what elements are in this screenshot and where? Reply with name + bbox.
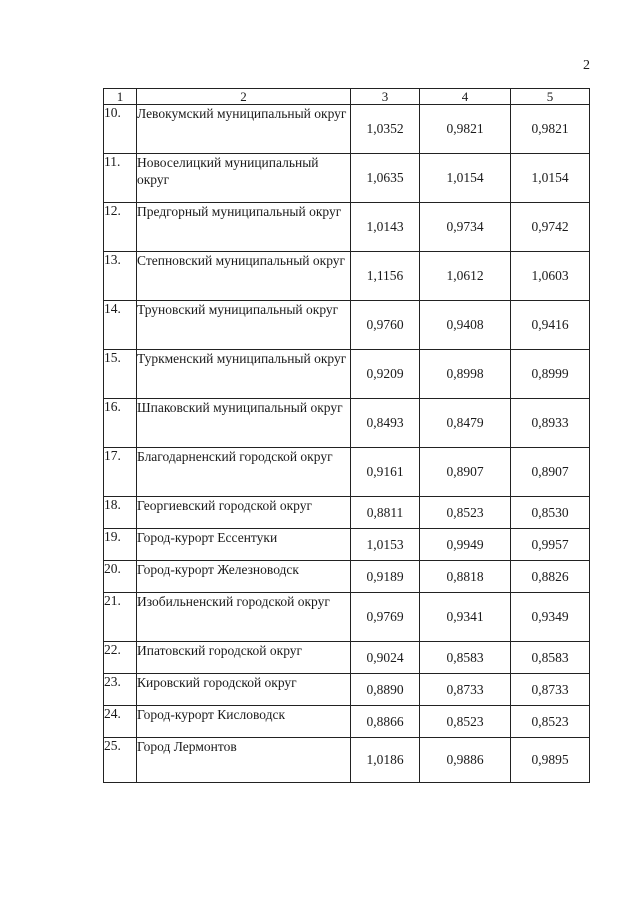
row-value-col5: 0,9742 [511,203,590,252]
row-value-col3: 1,0186 [351,738,420,783]
row-number: 18. [104,497,137,529]
row-name: Город-курорт Ессентуки [137,529,351,561]
row-number: 19. [104,529,137,561]
row-value-col3: 1,0635 [351,154,420,203]
table-row [104,674,590,706]
table-row [104,529,590,561]
header-col-4: 4 [420,89,511,105]
row-value-col5: 0,9895 [511,738,590,783]
page-number: 2 [583,58,590,73]
table-row [104,448,590,497]
table-row [104,154,590,203]
row-name: Левокумский муниципальный округ [137,105,351,154]
row-value-col5: 0,8523 [511,706,590,738]
row-value-col4: 0,8818 [420,561,511,593]
row-number: 17. [104,448,137,497]
row-value-col5: 0,9349 [511,593,590,642]
row-name: Новоселицкий муниципальный округ [137,154,351,203]
table-row [104,301,590,350]
row-value-col4: 0,8583 [420,642,511,674]
row-value-col3: 0,9760 [351,301,420,350]
table-row [104,642,590,674]
row-name: Степновский муниципальный округ [137,252,351,301]
row-value-col5: 0,9416 [511,301,590,350]
table-row [104,203,590,252]
row-name: Шпаковский муниципальный округ [137,399,351,448]
row-value-col5: 0,8583 [511,642,590,674]
row-value-col4: 0,9734 [420,203,511,252]
row-number: 22. [104,642,137,674]
row-name: Туркменский муниципальный округ [137,350,351,399]
data-table [103,88,590,783]
row-number: 12. [104,203,137,252]
row-value-col3: 0,9161 [351,448,420,497]
header-col-3: 3 [351,89,420,105]
row-number: 16. [104,399,137,448]
row-value-col4: 0,9821 [420,105,511,154]
row-value-col4: 0,8907 [420,448,511,497]
row-name: Георгиевский городской округ [137,497,351,529]
row-number: 21. [104,593,137,642]
header-col-2: 2 [137,89,351,105]
table-row [104,706,590,738]
row-value-col4: 0,9886 [420,738,511,783]
row-value-col5: 0,8907 [511,448,590,497]
row-number: 13. [104,252,137,301]
row-number: 24. [104,706,137,738]
row-name: Город Лермонтов [137,738,351,783]
row-name: Предгорный муниципальный округ [137,203,351,252]
row-value-col4: 0,8733 [420,674,511,706]
row-value-col5: 0,8933 [511,399,590,448]
table-row [104,561,590,593]
row-number: 11. [104,154,137,203]
row-value-col5: 0,8733 [511,674,590,706]
table-row [104,399,590,448]
row-name: Ипатовский городской округ [137,642,351,674]
row-value-col4: 0,8523 [420,706,511,738]
row-value-col5: 0,8530 [511,497,590,529]
row-value-col4: 0,8479 [420,399,511,448]
row-name: Город-курорт Железноводск [137,561,351,593]
row-value-col4: 0,8998 [420,350,511,399]
row-name: Благодарненский городской округ [137,448,351,497]
table-row [104,105,590,154]
table-row [104,252,590,301]
row-value-col3: 0,8493 [351,399,420,448]
table-header-row [104,89,590,105]
row-value-col3: 1,0352 [351,105,420,154]
row-value-col3: 0,8890 [351,674,420,706]
row-value-col3: 0,8866 [351,706,420,738]
row-number: 15. [104,350,137,399]
row-number: 25. [104,738,137,783]
table-row [104,593,590,642]
row-value-col4: 0,9408 [420,301,511,350]
table-row [104,738,590,783]
row-value-col4: 1,0154 [420,154,511,203]
row-value-col4: 1,0612 [420,252,511,301]
row-value-col5: 0,9821 [511,105,590,154]
row-number: 14. [104,301,137,350]
row-number: 23. [104,674,137,706]
row-value-col3: 1,0153 [351,529,420,561]
row-value-col4: 0,9341 [420,593,511,642]
header-col-1: 1 [104,89,137,105]
row-name: Город-курорт Кисловодск [137,706,351,738]
row-value-col5: 1,0603 [511,252,590,301]
row-value-col5: 1,0154 [511,154,590,203]
row-value-col4: 0,8523 [420,497,511,529]
row-number: 20. [104,561,137,593]
table-row [104,497,590,529]
row-name: Изобильненский городской округ [137,593,351,642]
table-row [104,350,590,399]
row-value-col3: 0,9189 [351,561,420,593]
row-value-col3: 1,1156 [351,252,420,301]
header-col-5: 5 [511,89,590,105]
row-value-col3: 0,8811 [351,497,420,529]
row-value-col3: 0,9209 [351,350,420,399]
row-value-col5: 0,8826 [511,561,590,593]
row-value-col3: 0,9024 [351,642,420,674]
row-number: 10. [104,105,137,154]
row-value-col5: 0,9957 [511,529,590,561]
row-name: Труновский муниципальный округ [137,301,351,350]
row-value-col3: 1,0143 [351,203,420,252]
row-value-col5: 0,8999 [511,350,590,399]
row-value-col3: 0,9769 [351,593,420,642]
row-value-col4: 0,9949 [420,529,511,561]
row-name: Кировский городской округ [137,674,351,706]
